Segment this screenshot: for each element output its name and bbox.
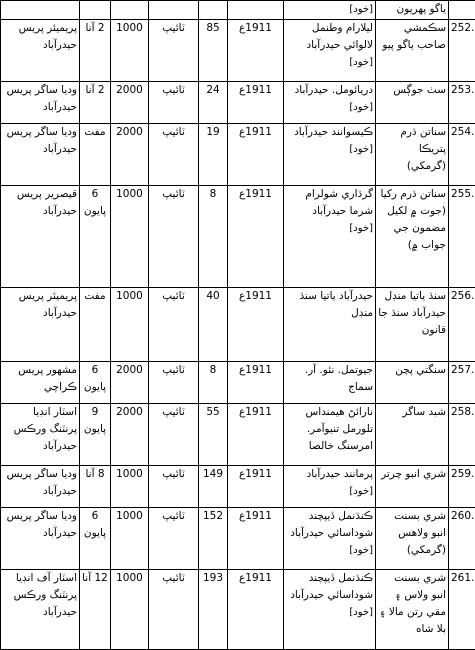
entry-press <box>1 82 80 124</box>
entry-number <box>449 404 475 466</box>
entry-pages <box>199 570 228 650</box>
entry-author <box>284 570 376 650</box>
entry-title <box>376 404 449 466</box>
entry-copies <box>111 82 149 124</box>
entry-pages-text: 40 <box>206 290 219 302</box>
entry-author <box>284 20 376 82</box>
entry-price-text: مفت <box>84 126 105 138</box>
entry-title <box>376 82 449 124</box>
entry-year <box>228 508 284 570</box>
entry-price <box>80 362 111 404</box>
entry-pages <box>199 362 228 404</box>
entry-title: ياگو پهريون <box>376 1 449 20</box>
entry-copies-text: 1000 <box>116 290 143 302</box>
entry-title <box>376 186 449 288</box>
entry-number-text: 257. <box>451 364 474 376</box>
entry-year-text: 1911ع <box>239 22 272 34</box>
entry-press-text: وديا ساگر پريس حيدرآباد <box>7 510 77 539</box>
entry-title <box>376 288 449 362</box>
entry-price <box>80 404 111 466</box>
entry-copies <box>111 186 149 288</box>
entry-type <box>149 466 199 508</box>
entry-price-text: 6 پايون <box>84 188 106 217</box>
entry-title <box>376 20 449 82</box>
entry-price <box>80 82 111 124</box>
entry-author-text: گرڌاري شولرام شرما حيدرآباد <box>305 188 373 217</box>
author-note: [خود] <box>286 604 373 621</box>
entry-price-text: مفت <box>84 290 105 302</box>
entry-press <box>1 20 80 82</box>
entry-number <box>449 508 475 570</box>
entry-press-text: اسٽار آف انڊيا پرنٽنگ ورڪس حيدرآباد <box>14 572 77 618</box>
entry-year-text: 1911ع <box>239 188 272 200</box>
entry-press <box>1 466 80 508</box>
entry-copies <box>111 404 149 466</box>
entry-price-text: 2 آنا <box>85 84 104 96</box>
entry-pages <box>199 404 228 466</box>
entry-title-text: شري انبو چرتر <box>381 468 446 480</box>
entry-number-text: 259. <box>451 468 474 480</box>
entry-press <box>1 570 80 650</box>
entry-type <box>149 508 199 570</box>
entry-title-text: شري بسنت انبو ولاهس (گرمکي) <box>394 510 446 556</box>
entry-title <box>376 362 449 404</box>
entry-title-text: سنڌ ياتيا منڊل حيدرآباد سنڌ جا قانون <box>378 290 446 336</box>
entry-number <box>449 124 475 186</box>
entry-pages-text: 85 <box>206 22 219 34</box>
entry-press-text: وديا ساگر پريس حيدرآباد <box>7 84 77 113</box>
entry-type-text: ٽائيپ <box>162 406 185 418</box>
entry-type-text: ٽائيپ <box>162 364 185 376</box>
entry-number <box>449 466 475 508</box>
entry-press-text: وديا ساگر پريس حيدرآباد <box>7 468 77 497</box>
entry-author-text: ڪيسوانند حيدرآباد <box>294 126 373 138</box>
table-row <box>1 186 475 288</box>
table-row <box>1 20 475 82</box>
table-row <box>1 466 475 508</box>
entry-price <box>80 124 111 186</box>
entry-year <box>228 570 284 650</box>
entry-year-text: 1911ع <box>239 364 272 376</box>
entry-type <box>149 82 199 124</box>
entry-number-text: 255. <box>451 188 474 200</box>
entry-type <box>149 186 199 288</box>
entry-press-text: مشهور پريس ڪراچي <box>18 364 77 393</box>
entry-year <box>228 82 284 124</box>
entry-number-text: 258. <box>451 406 474 418</box>
entry-press-text: قيصرير پريس حيدرآباد <box>17 188 77 217</box>
entry-title-text: شري بسنت انبو ولاس ۽ مقي رتن مالا ۽ بلا شاه <box>379 572 446 635</box>
entry-copies-text: 2000 <box>116 406 143 418</box>
entry-pages-text: 193 <box>203 572 223 584</box>
entry-title <box>376 508 449 570</box>
entry-press-text: پريميئر پريس حيدرآباد <box>19 22 77 51</box>
entry-title-text: سنگتي پچن <box>395 364 446 376</box>
entry-number <box>449 82 475 124</box>
entry-pages <box>199 20 228 82</box>
entry-year-text: 1911ع <box>239 510 272 522</box>
entry-type <box>149 124 199 186</box>
entry-press <box>1 186 80 288</box>
entry-number-text: 253. <box>451 84 474 96</box>
entry-type-text: ٽائيپ <box>162 126 185 138</box>
entry-title <box>376 124 449 186</box>
entry-pages <box>199 186 228 288</box>
entry-author <box>284 508 376 570</box>
table-row <box>1 508 475 570</box>
entry-year <box>228 362 284 404</box>
entry-price <box>80 570 111 650</box>
entry-type-text: ٽائيپ <box>162 572 185 584</box>
entry-price-text: 8 آنا <box>85 468 104 480</box>
table-row <box>1 124 475 186</box>
entry-press-text: وديا ساگر پريس حيدرآباد <box>7 126 77 155</box>
entry-pages-text: 55 <box>206 406 219 418</box>
entry-copies-text: 1000 <box>116 572 143 584</box>
entry-copies <box>111 124 149 186</box>
entry-copies <box>111 362 149 404</box>
entry-copies-text: 2000 <box>116 364 143 376</box>
entry-copies-text: 2000 <box>116 126 143 138</box>
entry-year <box>228 466 284 508</box>
entry-year <box>228 288 284 362</box>
author-note: [خود] <box>286 141 373 158</box>
entry-year-text: 1911ع <box>239 126 272 138</box>
entry-title-text: سڪمشي صاحب ياگو پيو <box>382 22 446 51</box>
entry-author-text: پرمانند حيدرآباد <box>307 468 373 480</box>
entry-number <box>449 186 475 288</box>
entry-title <box>376 570 449 650</box>
entry-pages <box>199 288 228 362</box>
entry-author: [خود] <box>284 1 376 20</box>
entry-price <box>80 186 111 288</box>
entry-price <box>80 466 111 508</box>
entry-number-text: 260. <box>451 510 474 522</box>
entry-copies <box>111 570 149 650</box>
entry-type <box>149 362 199 404</box>
author-note: [خود] <box>286 542 373 559</box>
entry-copies <box>111 508 149 570</box>
entry-press <box>1 124 80 186</box>
entry-type-text: ٽائيپ <box>162 510 185 522</box>
entry-copies <box>111 288 149 362</box>
entry-copies <box>111 20 149 82</box>
entry-pages-text: 152 <box>203 510 223 522</box>
entry-author <box>284 288 376 362</box>
entry-price <box>80 288 111 362</box>
entry-author-text: جيوتمل. نئو. آر. سماج <box>305 364 373 393</box>
entry-copies <box>111 466 149 508</box>
entry-number <box>449 288 475 362</box>
table-row <box>1 362 475 404</box>
entry-pages-text: 8 <box>210 188 217 200</box>
entry-number <box>449 20 475 82</box>
entry-pages-text: 24 <box>206 84 219 96</box>
entry-year-text: 1911ع <box>239 406 272 418</box>
entry-number-text: 252. <box>451 22 474 34</box>
entry-type-text: ٽائيپ <box>162 188 185 200</box>
table-row <box>1 288 475 362</box>
entry-author <box>284 124 376 186</box>
entry-author-text: ڪنڌنمل ڏيپچند شوداسائي حيدرآباد <box>290 572 373 601</box>
entry-title-text: سناتن ڌرم رکيا (جوت ۾ لکيل مضمون جي جواب ۾) <box>381 188 446 251</box>
entry-title-text: سناتن ڌرم پتريڪا (گرمکي) <box>400 126 446 172</box>
entry-type-text: ٽائيپ <box>162 22 185 34</box>
entry-author-text: ڪنڌنمل ڏيپچند شوداسائي حيدرآباد <box>290 510 373 539</box>
entry-author-text: نارائڻ هيمنداس تلورمل تنيوآمر. امرسنگ خالصا <box>305 406 373 452</box>
entry-year <box>228 124 284 186</box>
entry-author-text: حيدرآباد ياتيا سنڌ منڊل <box>299 290 373 319</box>
entry-pages <box>199 466 228 508</box>
author-note: [خود] <box>286 54 373 71</box>
entry-year <box>228 404 284 466</box>
entry-price-text: 9 پايون <box>84 406 106 435</box>
entry-copies-text: 1000 <box>116 188 143 200</box>
entry-type-text: ٽائيپ <box>162 468 185 480</box>
entry-type <box>149 288 199 362</box>
entry-author-text: دريائومل. حيدرآباد <box>295 84 373 96</box>
entry-price <box>80 508 111 570</box>
entry-pages-text: 19 <box>206 126 219 138</box>
entry-number-text: 256. <box>451 290 474 302</box>
entry-author <box>284 404 376 466</box>
entry-number <box>449 362 475 404</box>
entry-price-text: 12 آنا <box>82 572 108 584</box>
entry-title <box>376 466 449 508</box>
entry-pages <box>199 124 228 186</box>
entry-price <box>80 20 111 82</box>
entry-pages <box>199 508 228 570</box>
table-row <box>1 82 475 124</box>
entry-copies-text: 1000 <box>116 510 143 522</box>
entry-price-text: 2 آنا <box>85 22 104 34</box>
entry-copies-text: 1000 <box>116 22 143 34</box>
entry-press-text: اسٽار انڊيا پرنٽنگ ورڪس حيدرآباد <box>14 406 77 452</box>
entry-year <box>228 186 284 288</box>
entry-type <box>149 570 199 650</box>
table-row <box>1 1 475 20</box>
entry-number <box>449 570 475 650</box>
table-row <box>1 404 475 466</box>
entry-year-text: 1911ع <box>239 572 272 584</box>
entry-copies-text: 1000 <box>116 468 143 480</box>
entry-press <box>1 362 80 404</box>
entry-pages-text: 149 <box>203 468 223 480</box>
entry-press <box>1 508 80 570</box>
entry-copies-text: 2000 <box>116 84 143 96</box>
table-row <box>1 570 475 650</box>
entry-author <box>284 466 376 508</box>
entry-press-text: پريميئر پريس حيدرآباد <box>19 290 77 319</box>
entry-pages <box>199 82 228 124</box>
author-note: [خود] <box>286 220 373 237</box>
entry-type <box>149 404 199 466</box>
entry-price-text: 6 پايون <box>84 364 106 393</box>
entry-year-text: 1911ع <box>239 84 272 96</box>
entry-number-text: 254. <box>451 126 474 138</box>
entry-title-text: شبد ساگر <box>402 406 446 418</box>
entry-type-text: ٽائيپ <box>162 290 185 302</box>
entry-type-text: ٽائيپ <box>162 84 185 96</box>
author-note: [خود] <box>286 483 373 500</box>
entry-price-text: 6 پايون <box>84 510 106 539</box>
entry-press <box>1 404 80 466</box>
entry-year-text: 1911ع <box>239 290 272 302</box>
entry-year-text: 1911ع <box>239 468 272 480</box>
entry-type <box>149 20 199 82</box>
author-note: [خود] <box>286 99 373 116</box>
entry-title-text: سٺ جوڳس <box>393 84 446 96</box>
entry-year <box>228 20 284 82</box>
entry-press <box>1 288 80 362</box>
entry-author <box>284 186 376 288</box>
entry-number-text: 261. <box>451 572 474 584</box>
entry-author <box>284 362 376 404</box>
entry-pages-text: 8 <box>210 364 217 376</box>
entry-author-text: ليلارام وطنمل لالوائي حيدرآباد <box>307 22 374 51</box>
entry-author <box>284 82 376 124</box>
